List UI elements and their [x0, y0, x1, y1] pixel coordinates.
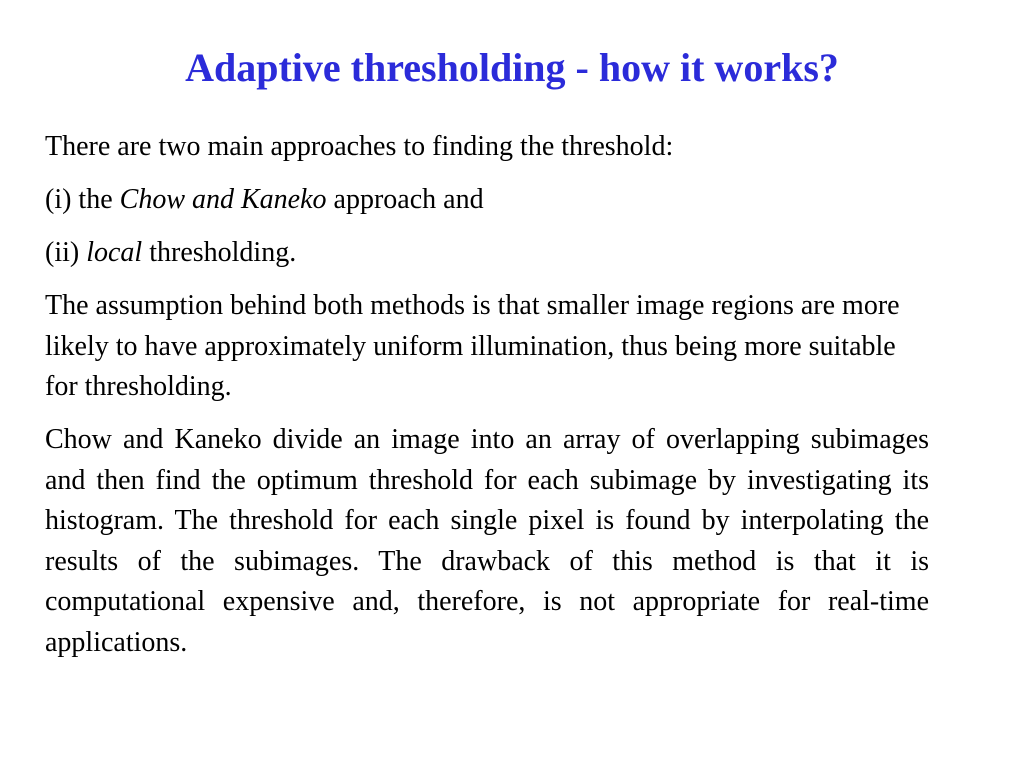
approach-item-1-suffix: approach and	[326, 184, 484, 215]
slide-body	[45, 127, 929, 676]
chow-kaneko-paragraph: Chow and Kaneko divide an image into an array of overlapping subimages and then find the optimum threshold for each subimage by investigating its histogram. The threshold for each single pixel is found by interpolating the results of the subimages. The drawback of this method is that it is computational expensive and, therefore, is not appropriate for real-time applications.	[45, 424, 929, 658]
approach-item-2	[45, 233, 929, 274]
assumption-paragraph: The assumption behind both methods is that smaller image regions are more likely to have approximately uniform illumination, thus being more suitable for thresholding.	[45, 290, 900, 402]
slide-title: Adaptive thresholding - how it works?	[185, 45, 839, 90]
approach-item-2-suffix: thresholding.	[142, 237, 297, 268]
intro-paragraph: There are two main approaches to finding the threshold:	[45, 131, 674, 162]
approach-item-2-emphasis: local	[86, 237, 143, 268]
approach-item-1-emphasis: Chow and Kaneko	[119, 184, 327, 215]
approach-item-2-prefix: (ii)	[45, 237, 87, 268]
approach-item-1	[45, 180, 929, 221]
approach-item-1-prefix: (i) the	[45, 184, 120, 215]
